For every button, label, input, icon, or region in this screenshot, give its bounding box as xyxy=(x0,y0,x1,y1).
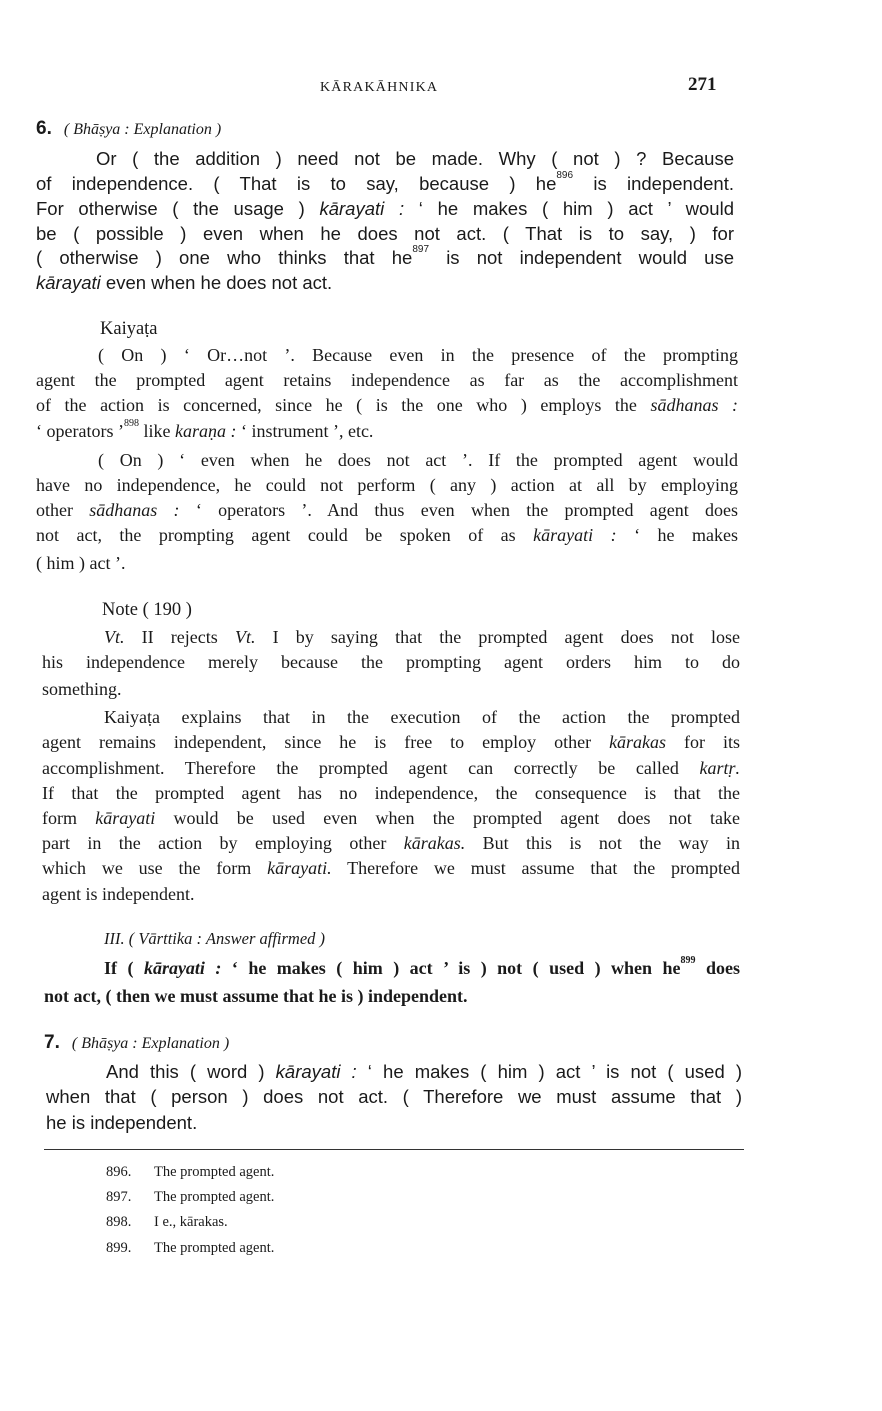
paragraph-line: other sādhanas : ‘ operators ’. And thus even when the prompted agent does xyxy=(36,500,739,520)
paragraph-line: when that ( person ) does not act. ( Therefore we must assume that ) xyxy=(46,1086,742,1107)
paragraph-line: agent is independent. xyxy=(42,884,195,904)
section-number: 6. xyxy=(36,118,52,139)
paragraph-line: not act, ( then we must assume that he is ) independent. xyxy=(44,986,468,1006)
section-number: 7. xyxy=(44,1032,60,1053)
section-6-heading xyxy=(36,118,221,140)
varttika-heading: III. ( Vārttika : Answer affirmed ) xyxy=(104,929,326,948)
paragraph-line: accomplishment. Therefore the prompted agent can correctly be called kartṛ. xyxy=(42,758,740,778)
paragraph-line: form kārayati would be used even when the prompted agent does not take xyxy=(42,808,740,828)
footnote: 898. I e., kārakas. xyxy=(106,1214,228,1230)
paragraph-line: his independence merely because the prompting agent orders him to do xyxy=(42,652,740,672)
paragraph-line: ( him ) act ’. xyxy=(36,553,126,573)
kaiyata-heading: Kaiyaṭa xyxy=(100,319,158,339)
paragraph-line: of independence. ( That is to say, because ) $he^{896}$ is independent. xyxy=(36,170,734,194)
paragraph-line: which we use the form kārayati. Therefore we must assume that the prompted xyxy=(42,858,740,878)
note-heading: Note ( 190 ) xyxy=(102,600,192,620)
footnote: 897. The prompted agent. xyxy=(106,1189,275,1205)
footnote: 896. The prompted agent. xyxy=(106,1164,275,1180)
paragraph-line: kārayati even when he does not act. xyxy=(36,272,333,293)
paragraph-line: agent the prompted agent retains independence as far as the accomplishment xyxy=(36,370,738,390)
page-number: 271 xyxy=(688,74,717,95)
footnote: 899. The prompted agent. xyxy=(106,1240,275,1256)
paragraph-line: If that the prompted agent has no independence, the consequence is that the xyxy=(42,783,740,803)
paragraph-line: not act, the prompting agent could be spoken of as kārayati : ‘ he makes xyxy=(36,525,738,545)
paragraph-line: ( otherwise ) one who thinks that $he^{897}$ is not independent would use xyxy=(36,244,735,268)
paragraph-line: Kaiyaṭa explains that in the execution of the action the prompted xyxy=(104,707,740,727)
paragraph-line: ( On ) ‘ Or…not ’. Because even in the presence of the prompting xyxy=(98,345,738,365)
paragraph-line: For otherwise ( the usage ) kārayati : ‘ he makes ( him ) act ’ would xyxy=(36,198,734,219)
footnote-divider xyxy=(44,1149,744,1150)
paragraph-line: agent remains independent, since he is free to employ other kārakas for its xyxy=(42,732,740,752)
paragraph-line: of the action is concerned, since he ( is the one who ) employs the sādhanas : xyxy=(36,395,738,415)
paragraph-line: part in the action by employing other kārakas. But this is not the way in xyxy=(42,833,741,853)
paragraph-line: If ( kārayati : ‘ he makes ( him ) act ’ is ) not ( used ) when $he^{899}$ does xyxy=(104,955,741,978)
running-head xyxy=(0,74,882,100)
paragraph-line: Or ( the addition ) need not be made. Why ( not ) ? Because xyxy=(96,148,734,169)
running-title: KĀRAKĀHNIKA xyxy=(320,80,439,95)
section-label: ( Bhāṣya : Explanation ) xyxy=(63,121,222,138)
paragraph-line: ‘ operators ’$^{898}$ like karaṇa : ‘ instrument ’, etc. xyxy=(36,418,374,441)
paragraph-line: ( On ) ‘ even when he does not act ’. If the prompted agent would xyxy=(98,450,738,470)
paragraph-line: be ( possible ) even when he does not act. ( That is to say, ) for xyxy=(36,223,734,244)
paragraph-line: have no independence, he could not perform ( any ) action at all by employing xyxy=(36,475,738,495)
paragraph-line: Vt. II rejects Vt. I by saying that the prompted agent does not lose xyxy=(104,627,740,647)
paragraph-line: something. xyxy=(42,679,122,699)
section-label: ( Bhāṣya : Explanation ) xyxy=(71,1035,230,1052)
paragraph-line: he is independent. xyxy=(46,1112,198,1133)
section-7-heading xyxy=(44,1032,229,1054)
paragraph-line: And this ( word ) kārayati : ‘ he makes ( him ) act ’ is not ( used ) xyxy=(106,1061,743,1082)
